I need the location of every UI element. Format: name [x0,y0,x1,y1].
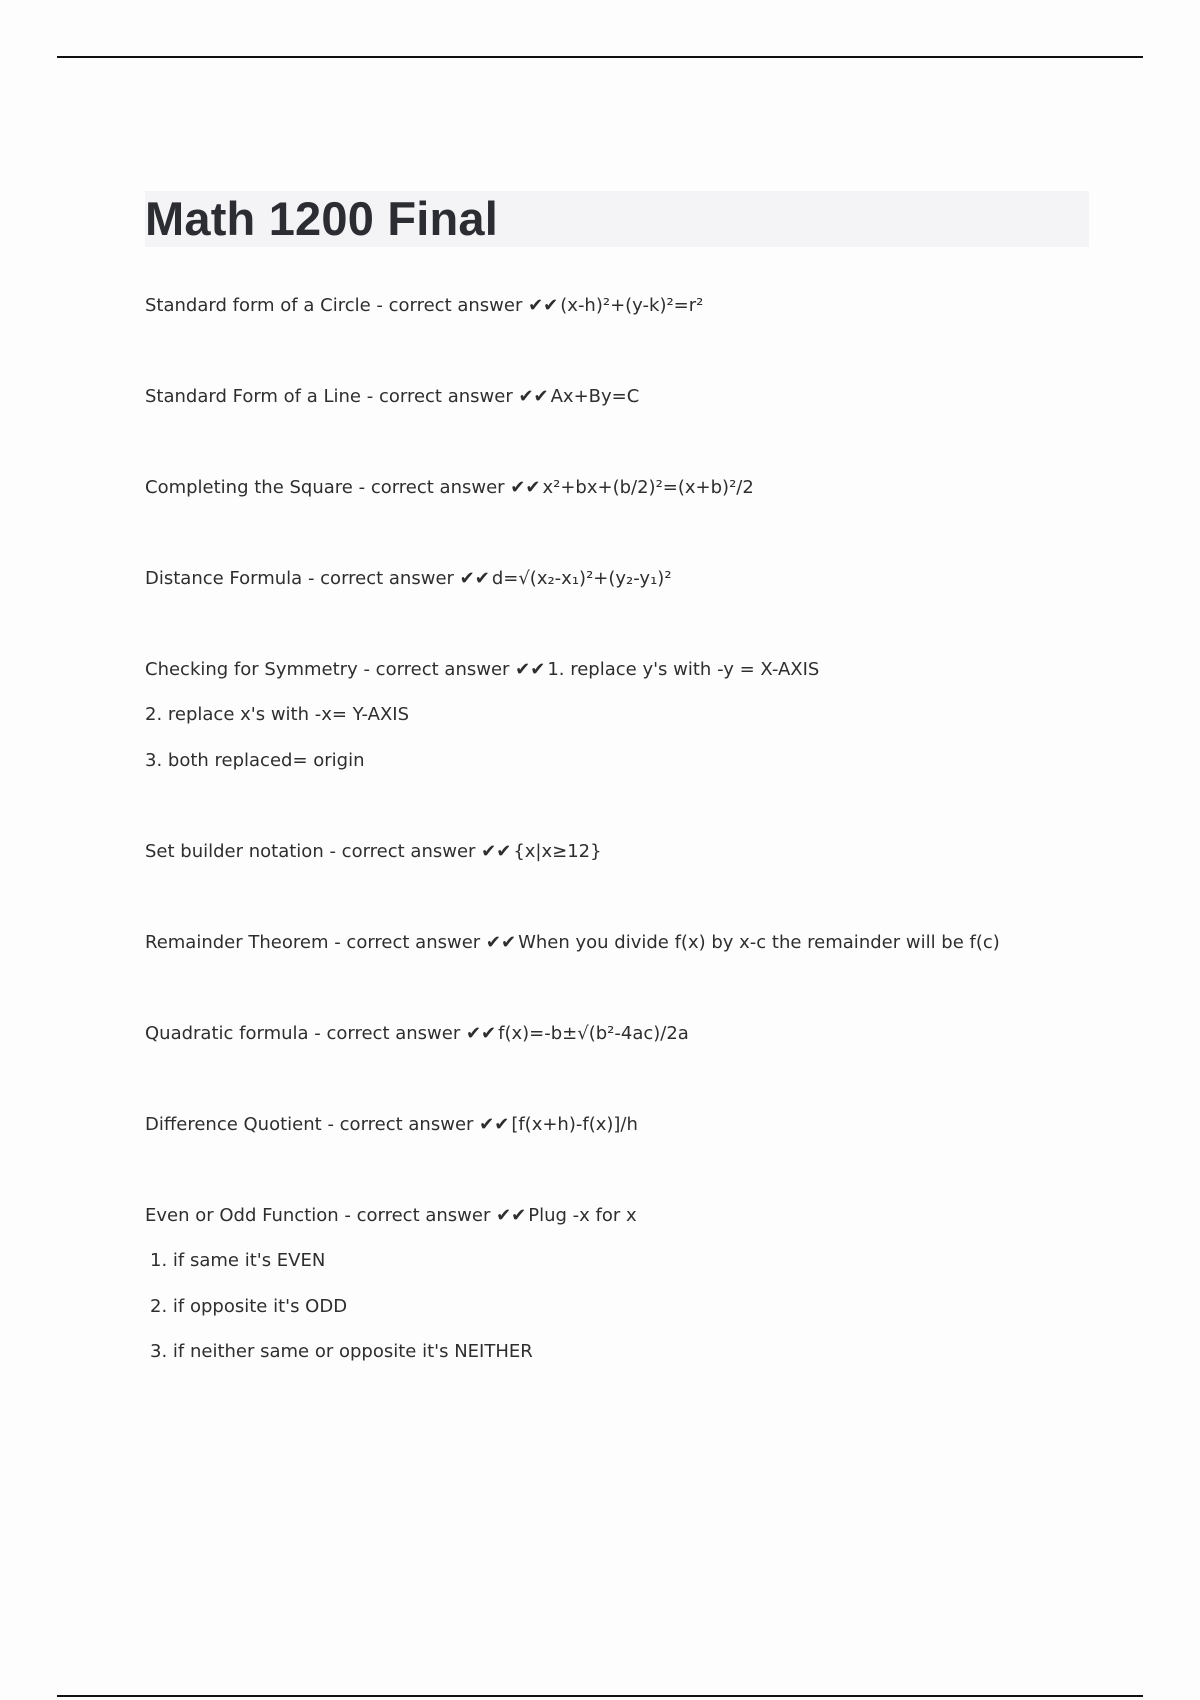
qa-item-quadratic-formula [145,1022,1145,1046]
even-odd-step-3: 3. if neither same or opposite it's NEITHER [150,1341,533,1362]
question-text: Completing the Square [145,477,353,498]
answer-text: Ax+By=C [550,386,640,407]
correct-answer-label: - correct answer [370,295,529,316]
bottom-rule [57,1695,1143,1697]
correct-answer-label: - correct answer [361,386,519,407]
question-text: Remainder Theorem [145,932,329,953]
answer-text: (x-h)²+(y-k)²=r² [560,295,704,316]
correct-answer-label: - correct answer [357,659,516,680]
answer-text: [f(x+h)-f(x)]/h [511,1114,638,1135]
symmetry-step-2: 2. replace x's with -x= Y-AXIS [145,704,410,725]
correct-answer-label: - correct answer [352,477,511,498]
check-mark-icon: ✔✔ [518,386,549,407]
answer-text: 1. replace y's with -y = X-AXIS [547,659,820,680]
check-mark-icon: ✔✔ [515,659,546,680]
correct-answer-label: - correct answer [338,1205,497,1226]
check-mark-icon: ✔✔ [485,932,517,953]
question-text: Difference Quotient [145,1114,322,1135]
question-text: Checking for Symmetry [145,659,358,680]
correct-answer-label: - correct answer [302,568,460,589]
question-text: Standard form of a Circle [145,295,371,316]
answer-text: {x|x≥12} [513,841,602,862]
question-text: Distance Formula [145,568,303,589]
qa-item-remainder-theorem [145,931,1145,955]
check-mark-icon: ✔✔ [459,568,490,589]
qa-item-set-builder [145,840,1145,864]
document-title: Math 1200 Final [145,192,498,245]
qa-item-symmetry [145,658,1145,682]
qa-item-line [145,385,1145,409]
check-mark-icon: ✔✔ [496,1205,527,1226]
answer-text: d=√(x₂-x₁)²+(y₂-y₁)² [491,568,672,589]
correct-answer-label: - correct answer [328,932,486,953]
qa-item-completing-square [145,476,1145,500]
check-mark-icon: ✔✔ [479,1114,510,1135]
qa-item-difference-quotient [145,1113,1145,1137]
question-text: Standard Form of a Line [145,386,362,407]
question-text: Quadratic formula [145,1023,309,1044]
symmetry-step-3: 3. both replaced= origin [145,750,365,771]
even-odd-step-1: 1. if same it's EVEN [150,1250,326,1271]
answer-text: Plug -x for x [528,1205,637,1226]
correct-answer-label: - correct answer [308,1023,466,1044]
check-mark-icon: ✔✔ [465,1023,497,1044]
qa-item-even-odd-function [145,1204,1145,1228]
question-text: Even or Odd Function [145,1205,339,1226]
qa-item-distance-formula [145,567,1145,591]
correct-answer-label: - correct answer [321,1114,480,1135]
answer-text: f(x)=-b±√(b²-4ac)/2a [498,1023,689,1044]
answer-text: x²+bx+(b/2)²=(x+b)²/2 [542,477,754,498]
top-rule [57,56,1143,58]
answer-text: When you divide f(x) by x-c the remainder will be f(c) [518,932,1000,953]
check-mark-icon: ✔✔ [528,295,559,316]
correct-answer-label: - correct answer [323,841,482,862]
question-text: Set builder notation [145,841,324,862]
check-mark-icon: ✔✔ [481,841,512,862]
even-odd-step-2: 2. if opposite it's ODD [150,1296,348,1317]
check-mark-icon: ✔✔ [510,477,541,498]
qa-item-circle [145,294,1145,318]
